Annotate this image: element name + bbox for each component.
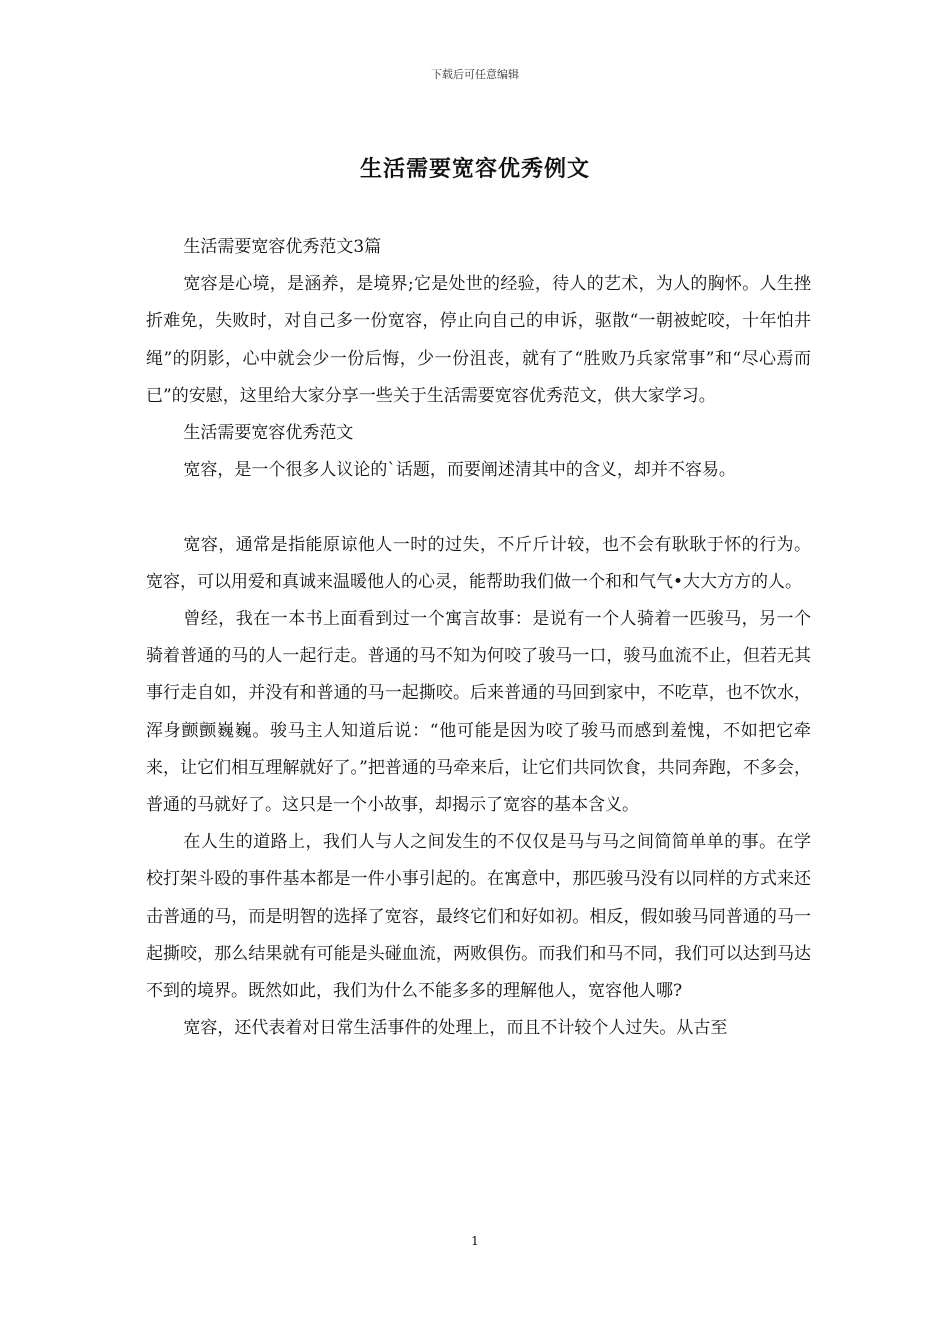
section-heading: 生活需要宽容优秀范文 xyxy=(183,423,354,444)
body-paragraph: 宽容，还代表着对日常生活事件的处理上，而且不计较个人过失。从古至 xyxy=(183,1018,728,1039)
body-paragraph: 宽容，是一个很多人议论的`话题，而要阐述清其中的含义，却并不容易。 xyxy=(183,460,736,481)
blank-line xyxy=(146,489,811,526)
body-paragraph: 曾经，我在一本书上面看到过一个寓言故事：是说有一个人骑着一匹骏马，另一个骑着普通的马的人一起行走。普通的马不知为何咬了骏马一口，骏马血流不止，但若无其事行走自如，并没有和普通的马一起撕咬。后来普通的马回到家中，不吃草，也不饮水，浑身颤颤巍巍。骏马主人知道后说：“他可能是因为咬了骏马而感到羞愧，不如把它牵来，让它们相互理解就好了。”把普通的马牵来后，让它们共同饮食，共同奔跑，不多会，普通的马就好了。这只是一个小故事，却揭示了宽容的基本含义。 xyxy=(146,609,811,816)
page-header: 下载后可任意编辑 xyxy=(431,68,519,81)
body-paragraph: 宽容，通常是指能原谅他人一时的过失，不斤斤计较，也不会有耿耿于怀的行为。宽容，可以用爱和真诚来温暖他人的心灵，能帮助我们做一个和和气气•大大方方的人。 xyxy=(146,534,811,592)
intro-paragraph: 宽容是心境，是涵养，是境界;它是处世的经验，待人的艺术，为人的胸怀。人生挫折难免，失败时，对自己多一份宽容，停止向自己的申诉，驱散“一朝被蛇咬，十年怕井绳”的阴影，心中就会少一份后悔，少一份沮丧，就有了“胜败乃兵家常事”和“尽心焉而已”的安慰，这里给大家分享一些关于生活需要宽容优秀范文，供大家学习。 xyxy=(146,274,811,406)
page-number: 1 xyxy=(471,1234,479,1248)
subtitle-paragraph: 生活需要宽容优秀范文3篇 xyxy=(183,237,382,257)
document-body xyxy=(146,229,811,1047)
document-title: 生活需要宽容优秀例文 xyxy=(359,156,590,182)
body-paragraph: 在人生的道路上，我们人与人之间发生的不仅仅是马与马之间简简单单的事。在学校打架斗殴的事件基本都是一件小事引起的。在寓意中，那匹骏马没有以同样的方式来还击普通的马，而是明智的选择了宽容，最终它们和好如初。相反，假如骏马同普通的马一起撕咬，那么结果就有可能是头碰血流，两败俱伤。而我们和马不同，我们可以达到马达不到的境界。既然如此，我们为什么不能多多的理解他人，宽容他人哪? xyxy=(146,832,811,1002)
